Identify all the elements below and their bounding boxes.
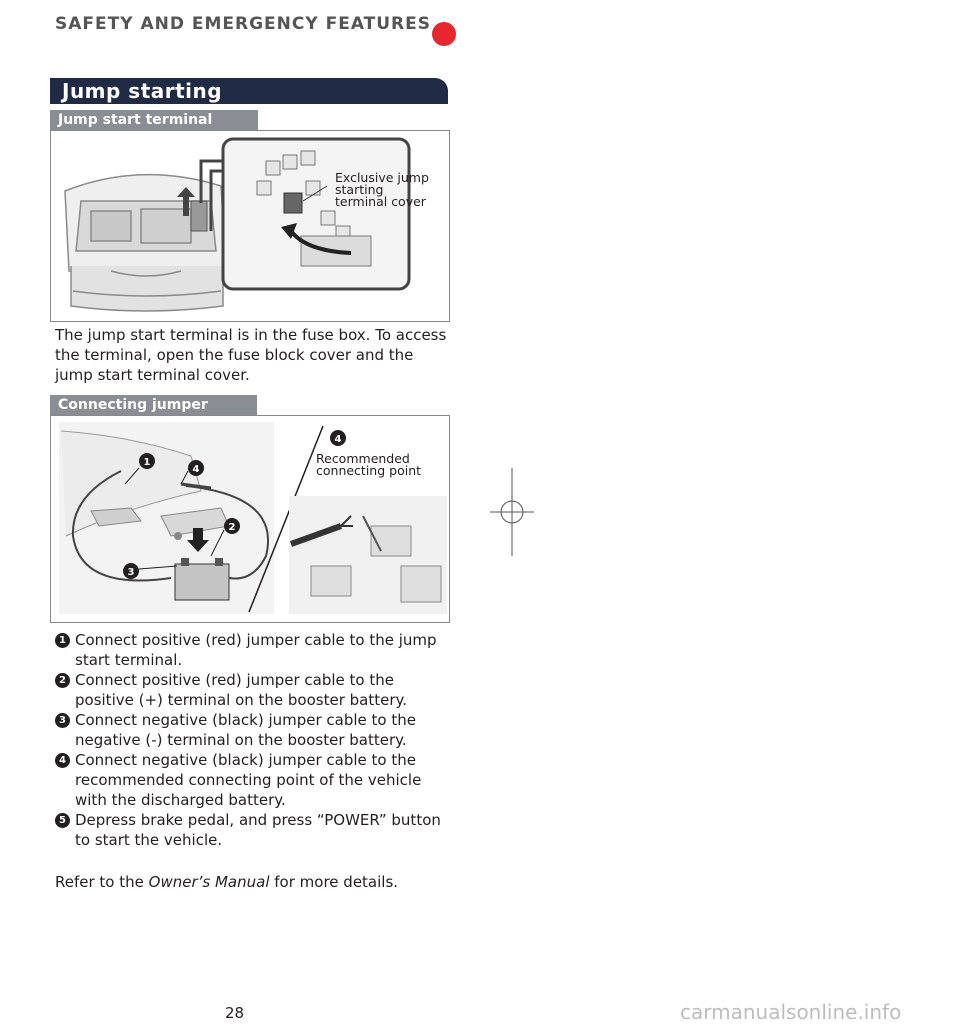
svg-text:connecting point: connecting point [316, 463, 422, 478]
step-text: Connect positive (red) jumper cable to the jump start terminal. [75, 631, 437, 669]
refer-suffix: for more details. [274, 873, 399, 891]
step-number: 4 [55, 753, 70, 768]
manual-title: Owner’s Manual [148, 873, 270, 891]
step-number: 5 [55, 813, 70, 828]
svg-text:terminal cover: terminal cover [335, 194, 426, 209]
page-number: 28 [225, 1004, 245, 1022]
registration-mark-icon [490, 468, 534, 556]
section-header: SAFETY AND EMERGENCY FEATURES [55, 14, 432, 34]
callout-label: 2 [228, 522, 236, 533]
terminal-figure [50, 130, 450, 322]
section-marker-dot [432, 22, 456, 46]
cables-figure [50, 415, 450, 623]
cables-subheading: Connecting jumper [50, 395, 257, 415]
step-item [55, 710, 450, 750]
step-text: Connect positive (red) jumper cable to the positive (+) terminal on the booster battery. [75, 671, 408, 709]
step-item [55, 630, 450, 670]
svg-text:Exclusive jump: Exclusive jump [335, 170, 429, 185]
watermark: carmanualsonline.info [680, 1000, 902, 1024]
step-text: Depress brake pedal, and press “POWER” button to start the vehicle. [75, 811, 441, 849]
step-item [55, 810, 450, 850]
callout-label: 4 [334, 434, 342, 445]
terminal-paragraph: The jump start terminal is in the fuse box. To access the terminal, open the fuse block cover and the jump start terminal cover. [55, 326, 447, 384]
step-text: Connect negative (black) jumper cable to the recommended connecting point of the vehicle with the discharged battery. [75, 751, 422, 809]
terminal-subheading: Jump start terminal [50, 110, 258, 130]
step-number: 2 [55, 673, 70, 688]
refer-note [55, 872, 450, 892]
steps-list [55, 630, 450, 850]
page-title: Jump starting [62, 79, 223, 103]
step-item [55, 670, 450, 710]
callout-label: 4 [192, 464, 200, 475]
step-item [55, 750, 450, 810]
terminal-illustration [51, 131, 449, 321]
svg-text:starting: starting [335, 182, 384, 197]
refer-prefix: Refer to the [55, 873, 144, 891]
step-number: 3 [55, 713, 70, 728]
cables-figure-label [316, 451, 421, 478]
cables-illustration [51, 416, 449, 622]
title-bar [50, 78, 448, 104]
svg-text:Recommended: Recommended [316, 451, 410, 466]
terminal-figure-label [335, 170, 429, 209]
callout-label: 1 [143, 457, 151, 468]
step-text: Connect negative (black) jumper cable to the negative (-) terminal on the booster battery. [75, 711, 416, 749]
step-number: 1 [55, 633, 70, 648]
callout-label: 3 [127, 567, 135, 578]
